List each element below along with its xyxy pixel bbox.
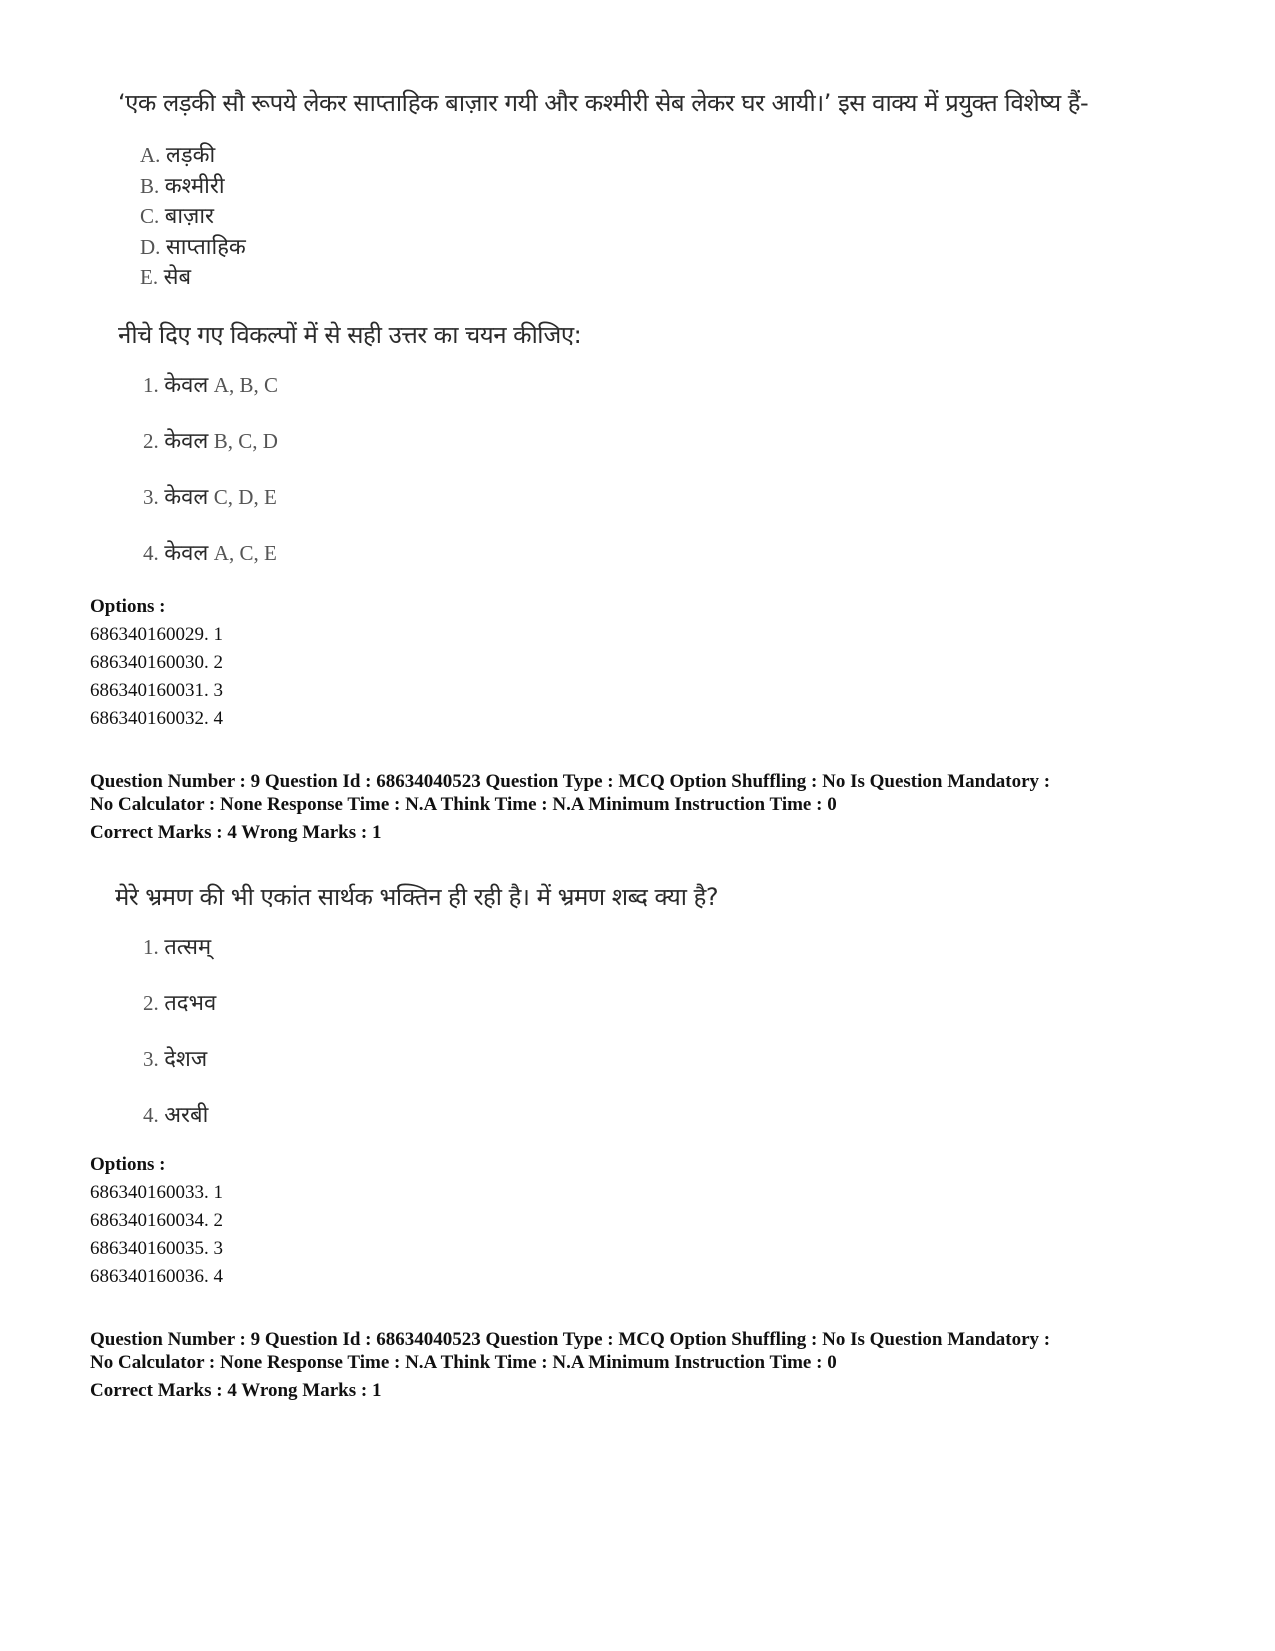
question-statement: मेरे भ्रमण की भी एकांत सार्थक भक्तिन ही रही है। में भ्रमण शब्द क्या है? <box>115 883 719 911</box>
lettered-item <box>140 171 246 202</box>
item-label: B. <box>140 173 160 198</box>
item-label: C. <box>140 204 160 228</box>
item-text: सेब <box>163 265 192 290</box>
choice-number: 1. <box>143 935 159 959</box>
answer-choice <box>143 368 278 424</box>
meta-line: No Calculator : None Response Time : N.A Think Time : N.A Minimum Instruction Time : 0 <box>90 794 837 815</box>
choice-prefix: केवल <box>164 429 209 454</box>
choice-text: तदभव <box>164 991 217 1016</box>
options-block <box>90 1151 223 1291</box>
option-id-row: 686340160033. 1 <box>90 1182 223 1203</box>
choice-number: 2. <box>143 429 159 453</box>
answer-choices-list <box>143 368 278 592</box>
question-meta <box>90 1328 1050 1402</box>
option-id-row: 686340160035. 3 <box>90 1238 223 1259</box>
answer-choices-list <box>143 930 216 1154</box>
choice-letters: B, C, D <box>213 429 278 453</box>
item-text: बाज़ार <box>164 204 215 229</box>
choice-prefix: केवल <box>164 541 209 566</box>
answer-choice <box>143 986 216 1042</box>
item-label: D. <box>140 234 161 259</box>
options-block <box>90 593 223 733</box>
question-statement: ‘एक लड़की सौ रूपये लेकर साप्ताहिक बाज़ार गयी और कश्मीरी सेब लेकर घर आयी।’ इस वाक्य में प्रयुक्त विशेष्य हैं- <box>118 89 1089 117</box>
choice-number: 2. <box>143 991 159 1015</box>
answer-choice <box>143 1098 216 1154</box>
answer-choice <box>143 1042 216 1098</box>
lettered-item <box>140 201 246 232</box>
answer-choice <box>143 480 278 536</box>
meta-line: No Calculator : None Response Time : N.A Think Time : N.A Minimum Instruction Time : 0 <box>90 1352 837 1373</box>
lettered-item <box>140 140 246 171</box>
choice-text: देशज <box>164 1047 208 1072</box>
answer-choice <box>143 424 278 480</box>
answer-choice <box>143 930 216 986</box>
lettered-item <box>140 232 246 263</box>
question-meta <box>90 770 1050 844</box>
option-id-row: 686340160031. 3 <box>90 680 223 701</box>
answer-choice <box>143 536 278 592</box>
choice-number: 1. <box>143 373 159 397</box>
item-text: कश्मीरी <box>164 173 225 199</box>
item-label: A. <box>140 143 161 167</box>
choice-number: 4. <box>143 1103 159 1127</box>
item-text: लड़की <box>165 143 216 168</box>
choice-number: 3. <box>143 1047 159 1071</box>
option-id-row: 686340160034. 2 <box>90 1210 223 1231</box>
option-id-row: 686340160030. 2 <box>90 652 223 673</box>
options-title: Options : <box>90 596 166 617</box>
instruction-text: नीचे दिए गए विकल्पों में से सही उत्तर का चयन कीजिए: <box>118 321 582 349</box>
choice-number: 3. <box>143 485 159 509</box>
marks-line: Correct Marks : 4 Wrong Marks : 1 <box>90 1380 382 1401</box>
option-id-row: 686340160036. 4 <box>90 1266 223 1287</box>
lettered-items-list <box>140 140 246 293</box>
option-id-row: 686340160029. 1 <box>90 624 223 645</box>
meta-line: Question Number : 9 Question Id : 68634040523 Question Type : MCQ Option Shuffling : No Is Question Mandatory : <box>90 771 1051 792</box>
item-text: साप्ताहिक <box>165 234 246 260</box>
options-title: Options : <box>90 1154 166 1175</box>
choice-letters: A, B, C <box>213 373 278 397</box>
choice-text: अरबी <box>164 1103 209 1128</box>
choice-letters: A, C, E <box>213 541 277 565</box>
marks-line: Correct Marks : 4 Wrong Marks : 1 <box>90 822 382 843</box>
item-label: E. <box>140 265 159 289</box>
choice-letters: C, D, E <box>213 485 277 509</box>
option-id-row: 686340160032. 4 <box>90 708 223 729</box>
lettered-item <box>140 262 246 293</box>
choice-prefix: केवल <box>164 485 209 510</box>
choice-number: 4. <box>143 541 159 565</box>
choice-text: तत्सम् <box>164 935 212 960</box>
choice-prefix: केवल <box>164 373 209 398</box>
meta-line: Question Number : 9 Question Id : 68634040523 Question Type : MCQ Option Shuffling : No Is Question Mandatory : <box>90 1329 1051 1350</box>
